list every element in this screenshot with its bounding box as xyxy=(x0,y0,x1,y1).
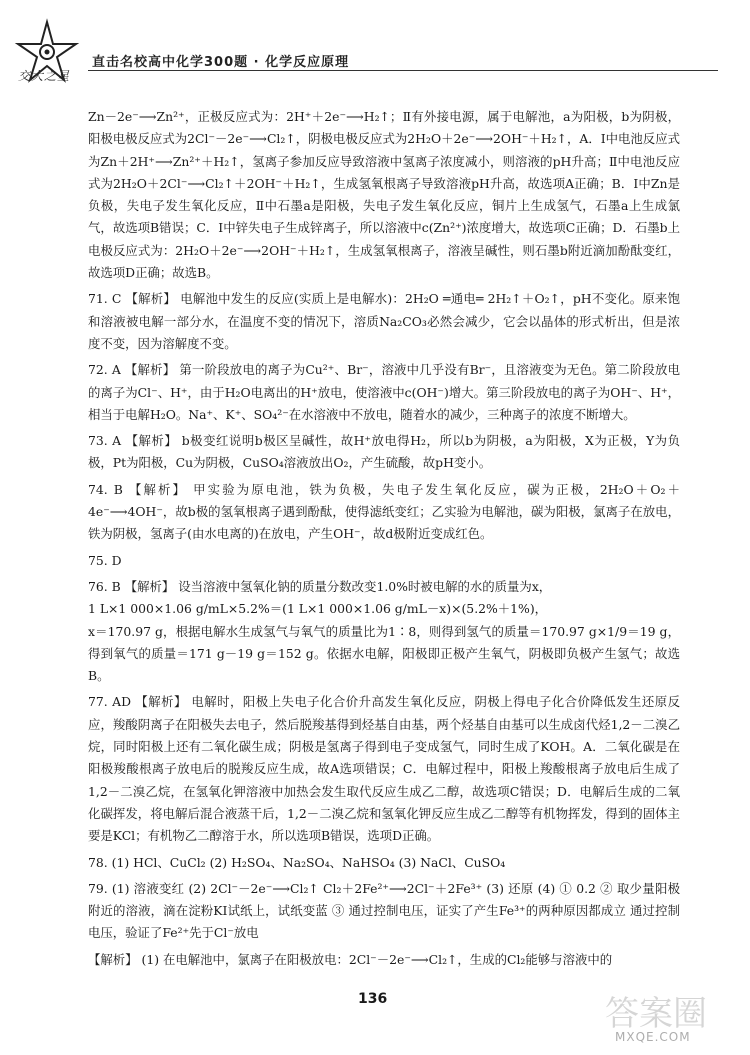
watermark-logo-text: 答案圈 xyxy=(605,994,707,1034)
header-title: 直击名校高中化学300题 · 化学反应原理 xyxy=(92,55,350,70)
page-number: 136 xyxy=(358,991,388,1007)
answer-content xyxy=(88,106,680,971)
watermark-text: MXQE.COM xyxy=(615,1030,691,1044)
answer-79-analysis: 【解析】 (1) 在电解池中，氯离子在阳极放电：2Cl⁻－2e⁻⟶Cl₂↑，生成的Cl₂能够与溶液中的 xyxy=(88,951,613,967)
answer-76-result: x＝170.97 g，根据电解水生成氢气与氧气的质量比为1∶8，则得到氢气的质量＝170.97 g×1/9＝19 g，得到氧气的质量＝171 g－19 g＝152 g。依据水电解，阳极即正极产生氧气，阴极即负极产生氢气；故选B。 xyxy=(88,623,680,684)
answer-78: 78. (1) HCl、CuCl₂ (2) H₂SO₄、Na₂SO₄、NaHSO₄ (3) NaCl、CuSO₄ xyxy=(88,854,506,870)
answer-71: 71. C 【解析】 电解池中发生的反应(实质上是电解水)：2H₂O ═通电═ 2H₂↑＋O₂↑，pH不变化。原来饱和溶液被电解一部分水，在温度不变的情况下，溶质Na₂CO₃必然会减少，它会以晶体的形式析出，但是浓度不变，因为溶解度不变。 xyxy=(88,291,680,351)
answer-76-equation: 1 L×1 000×1.06 g/mL×5.2%＝(1 L×1 000×1.06 g/mL－x)×(5.2%＋1%)， xyxy=(88,601,548,617)
answer-74: 74. B 【解析】 甲实验为原电池，铁为负极，失电子发生氧化反应，碳为正极，2H₂O＋O₂＋4e⁻⟶4OH⁻，故b极的氢氧根离子遇到酚酞，使得滤纸变红；乙实验为电解池，碳为阳极，氯离子在放电，铁为阴极，氢离子(由水电离的)在放电，产生OH⁻，故d极附近变成红色。 xyxy=(88,481,680,542)
answer-73: 73. A 【解析】 b极变红说明b极区呈碱性，故H⁺放电得H₂，所以b为阴极，a为阳极，X为正极，Y为负极，Pt为阳极，Cu为阴极，CuSO₄溶液放出O₂，产生硫酸，故pH变小。 xyxy=(88,433,680,471)
answer-72: 72. A 【解析】 第一阶段放电的离子为Cu²⁺、Br⁻，溶液中几乎没有Br⁻，且溶液变为无色。第二阶段放电的离子为Cl⁻、H⁺，由于H₂O电离出的H⁺放电，使溶液中c(OH⁻)增大。第三阶段放电的离子为OH⁻、H⁺，相当于电解H₂O。Na⁺、K⁺、SO₄²⁻在水溶液中不放电，随着水的减少，三种离子的浓度不断增大。 xyxy=(88,362,680,422)
answer-76: 76. B 【解析】 设当溶液中氢氧化钠的质量分数改变1.0%时被电解的水的质量为x， xyxy=(88,578,552,594)
header-divider xyxy=(88,70,718,71)
answer-79: 79. (1) 溶液变红 (2) 2Cl⁻－2e⁻⟶Cl₂↑ Cl₂＋2Fe²⁺⟶2Cl⁻＋2Fe³⁺ (3) 还原 (4) ① 0.2 ② 取少量阳极附近的溶液，滴在淀粉KI试纸上，试纸变蓝 ③ 通过控制电压，证实了产生Fe³⁺的两种原因都成立 通过控制电压，验证了Fe²⁺先于Cl⁻放电 xyxy=(88,880,680,941)
paragraph-continued: Zn－2e⁻⟶Zn²⁺，正极反应式为：2H⁺＋2e⁻⟶H₂↑；Ⅱ有外接电源，属于电解池，a为阳极，b为阴极，阳极电极反应式为2Cl⁻－2e⁻⟶Cl₂↑，阴极电极反应式为2H₂O＋2e⁻⟶2OH⁻＋H₂↑，A．Ⅰ中电池反应式为Zn＋2H⁺⟶Zn²⁺＋H₂↑，氢离子参加反应导致溶液中氢离子浓度减小，则溶液的pH升高；Ⅱ中电池反应式为2H₂O＋2Cl⁻⟶Cl₂↑＋2OH⁻＋H₂↑，生成氢氧根离子导致溶液pH升高，故选项A正确；B．Ⅰ中Zn是负极，失电子发生氧化反应，Ⅱ中石墨a是阳极，失电子发生氧化反应，铜片上生成氢气，石墨a上生成氯气，故选项B错误；C．Ⅰ中锌失电子生成锌离子，所以溶液中c(Zn²⁺)浓度增大，故选项C正确；D．石墨b上电极反应式为：2H₂O＋2e⁻⟶2OH⁻＋H₂↑，生成氢氧根离子，溶液呈碱性，则石墨b附近滴加酚酞变红，故选项D正确；故选B。 xyxy=(88,109,680,281)
logo-text: 交大之星 xyxy=(18,69,71,83)
answer-77: 77. AD 【解析】 电解时，阳极上失电子化合价升高发生氧化反应，阴极上得电子化合价降低发生还原反应，羧酸阴离子在阳极失去电子，然后脱羧基得到烃基自由基，两个烃基自由基可以生成卤代烃1,2－二溴乙烷，同时阳极上还有二氧化碳生成；阴极是氢离子得到电子变成氢气，同时生成了KOH。A．二氧化碳是在阳极羧酸根离子放电后的脱羧反应生成，故A选项错误；C．电解过程中，阳极上羧酸根离子放电后生成了1,2－二溴乙烷，在氢氧化钾溶液中加热会发生取代反应生成乙二醇，故选项C错误；D．电解后生成的二氧化碳挥发，将电解后混合液蒸干后，1,2－二溴乙烷和氢氧化钾反应生成乙二醇等有机物挥发，得到的固体主要是KCl；有机物乙二醇溶于水，所以选项B错误，选项D正确。 xyxy=(88,694,680,844)
answer-75: 75. D xyxy=(88,552,122,568)
